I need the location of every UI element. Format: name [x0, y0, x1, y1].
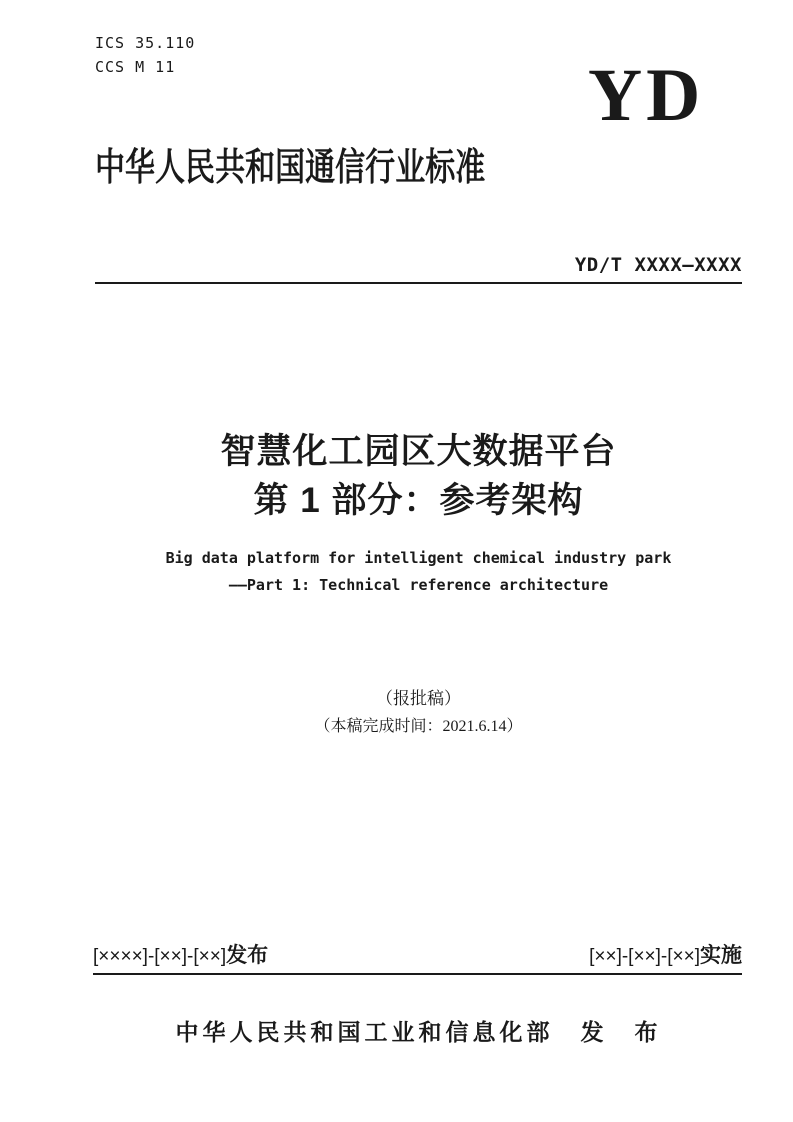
title-english-line-1: Big data platform for intelligent chemical industry park: [165, 549, 672, 567]
standard-body-name: [95, 146, 589, 192]
ccs-code: CCS M 11: [95, 58, 176, 76]
implementation-date-group: [589, 944, 742, 970]
implementation-date-placeholder: [××]-[××]-[××]: [589, 946, 700, 967]
release-date-group: [93, 944, 268, 970]
document-number: YD/T XXXX—XXXX: [574, 254, 742, 276]
document-title-english: [95, 545, 742, 599]
release-date-placeholder: [××××]-[××]-[××]: [93, 946, 227, 967]
document-title: [95, 427, 742, 525]
title-english-line-2: ——Part 1: Technical reference architecture: [228, 576, 609, 594]
title-line-2: 第 1 部分：参考架构: [253, 481, 584, 520]
release-implementation-row: [93, 944, 742, 975]
standard-body-name-text: 中华人民共和国通信行业标准: [95, 147, 486, 189]
implementation-label: 实施: [700, 944, 742, 967]
title-line-1: 智慧化工园区大数据平台: [220, 432, 617, 471]
draft-completion-note: （本稿完成时间：2021.6.14）: [314, 718, 523, 735]
yd-logo: YD: [588, 54, 705, 137]
draft-status-note: （报批稿）: [376, 689, 461, 708]
release-label: 发布: [226, 944, 269, 967]
header-divider-rule: [95, 282, 742, 284]
publisher-line: 中华人民共和国工业和信息化部 发 布: [175, 1019, 662, 1045]
ics-code: ICS 35.110: [95, 34, 196, 52]
